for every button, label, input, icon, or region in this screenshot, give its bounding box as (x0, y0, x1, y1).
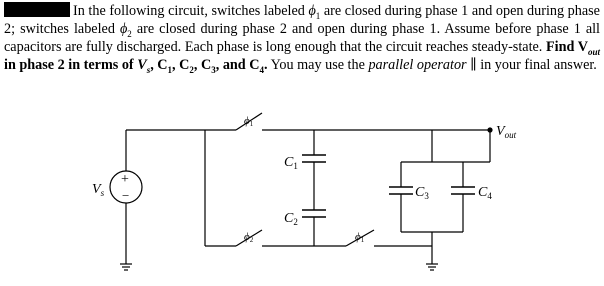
task-statement: Find $V_{out}$ in phase 2 in terms of $V_s$, $C_1$, $C_2$, $C_3$, and $C_4$. (4, 39, 600, 75)
problem-text-4: You may use the (267, 57, 369, 73)
parallel-operator-term: parallel operator (368, 57, 467, 73)
problem-text-3: are closed during phase 2 and open during phase 1. Assume before phase 1 all capacitors are fully discharged. Each phase is long enough that the circuit reaches steady-state. (4, 21, 601, 55)
problem-text-5: ∥ in your final answer. (466, 57, 597, 73)
problem-text-1: In the following circuit, switches labeled (73, 3, 309, 19)
phi1-symbol: ϕ (308, 3, 316, 19)
problem-text-2: are closed during phase 1 and open during phase 2; switches labeled (4, 3, 600, 37)
switch-bl-phi-label: ϕ2 (244, 231, 254, 244)
source-plus: + (121, 172, 129, 187)
phi1-subscript: 1 (315, 10, 321, 21)
c2-label: $C_2$ (284, 211, 298, 227)
c3-label: $C_3$ (415, 185, 429, 201)
vout-node (487, 127, 492, 132)
phi2-subscript: 2 (127, 28, 132, 39)
c4-label: $C_4$ (478, 185, 492, 201)
vs-label: $V_s$ (92, 182, 105, 198)
source-minus: − (122, 188, 130, 203)
vout-label: $V_{out}$ (496, 124, 517, 140)
switch-top-phi-label: ϕ1 (244, 115, 254, 128)
phi2-symbol: ϕ (119, 21, 128, 37)
c1-label: $C_1$ (284, 155, 298, 171)
switch-br-phi-label: ϕ1 (355, 231, 365, 244)
